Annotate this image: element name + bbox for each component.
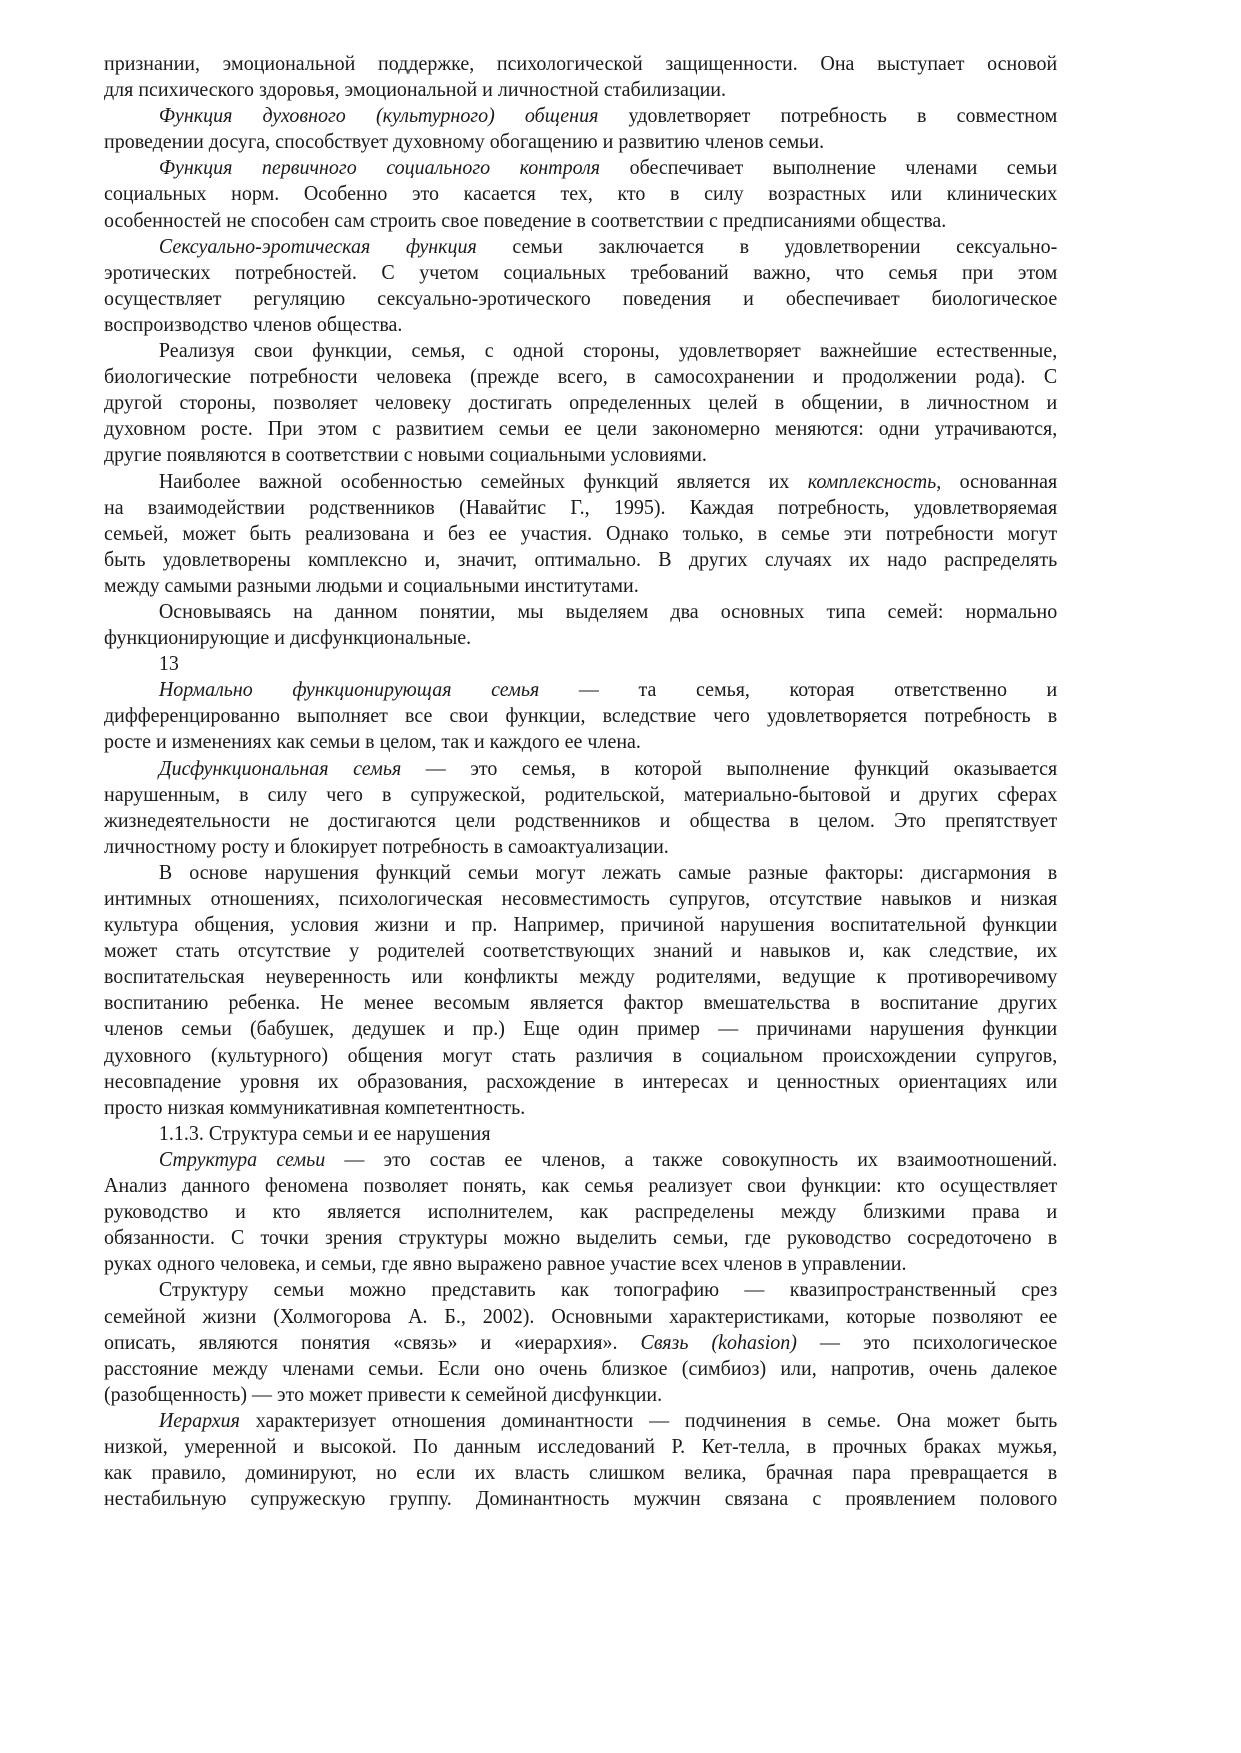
text-run: другие появляются в соответствии с новыми социальными условиями. xyxy=(104,442,707,467)
document-page xyxy=(104,50,1057,1511)
text-line xyxy=(104,259,1057,285)
text-line xyxy=(104,1172,1057,1198)
text-run: Наиболее важной особенностью семейных функций является их xyxy=(158,468,808,493)
text-run: жизнедеятельности не достигаются цели родственников и общества в целом. Это препятствует xyxy=(104,807,1058,832)
text-run: признании, эмоциональной поддержке, психологической защищенности. Она выступает основой xyxy=(104,51,1058,75)
text-run: Основываясь на данном понятии, мы выделяем два основных типа семей: нормально xyxy=(158,598,1058,623)
italic-term: Нормально функционирующая семья xyxy=(158,677,540,702)
text-line xyxy=(104,598,1057,624)
section-heading xyxy=(104,1120,1057,1146)
text-run: членов семьи (бабушек, дедушек и пр.) Еще один пример — причинами нарушения функции xyxy=(104,1016,1058,1041)
text-line xyxy=(104,1250,1057,1276)
paragraph xyxy=(104,102,1057,154)
text-run: расстояние между членами семьи. Если оно очень близкое (симбиоз) или, напротив, очень далекое xyxy=(104,1355,1058,1380)
text-run: Реализуя свои функции, семья, с одной стороны, удовлетворяет важнейшие естественные, xyxy=(158,338,1058,363)
text-line xyxy=(104,1276,1057,1302)
paragraph xyxy=(104,233,1057,337)
text-line xyxy=(104,180,1057,206)
text-line xyxy=(104,102,1057,128)
text-line xyxy=(104,1329,1057,1355)
text-run: осуществляет регуляцию сексуально-эротического поведения и обеспечивает биологическое xyxy=(104,285,1058,310)
text-line xyxy=(104,807,1057,833)
text-line xyxy=(104,1015,1057,1041)
text-run: описать, являются понятия «связь» и «иерархия». xyxy=(104,1329,641,1354)
text-line xyxy=(104,128,1057,154)
paragraph xyxy=(104,598,1057,650)
text-line xyxy=(104,1407,1057,1433)
text-run: 13 xyxy=(158,651,179,676)
text-line xyxy=(104,1120,1057,1146)
text-line xyxy=(104,1303,1057,1329)
text-line xyxy=(104,415,1057,441)
text-line xyxy=(104,1068,1057,1094)
text-line xyxy=(104,859,1057,885)
text-run: биологические потребности человека (прежде всего, в самосохранении и продолжении рода). С xyxy=(104,364,1058,389)
text-line xyxy=(104,755,1057,781)
text-run: воспроизводство членов общества. xyxy=(104,311,403,336)
text-line xyxy=(104,624,1057,650)
text-line xyxy=(104,494,1057,520)
text-run: социальных норм. Особенно это касается тех, кто в силу возрастных или клинических xyxy=(104,181,1058,206)
text-line xyxy=(104,233,1057,259)
text-run: семейной жизни (Холмогорова А. Б., 2002). Основными характеристиками, которые позволяют ее xyxy=(104,1303,1058,1328)
text-run: духовном росте. При этом с развитием семьи ее цели закономерно меняются: одни утрачиваются, xyxy=(104,416,1058,441)
text-line xyxy=(104,937,1057,963)
text-line xyxy=(104,911,1057,937)
paragraph xyxy=(104,676,1057,754)
text-line xyxy=(104,885,1057,911)
paragraph xyxy=(104,50,1057,102)
text-line xyxy=(104,728,1057,754)
text-run: личностному росту и блокирует потребность в самоактуализации. xyxy=(104,833,669,858)
text-line xyxy=(104,702,1057,728)
text-line xyxy=(104,1381,1057,1407)
text-run: семьей, может быть реализована и без ее участия. Однако только, в семье эти потребности могут xyxy=(104,520,1058,545)
text-line xyxy=(104,311,1057,337)
paragraph xyxy=(104,859,1057,1120)
text-run: обеспечивает выполнение членами семьи xyxy=(600,155,1058,180)
text-line xyxy=(104,76,1057,102)
text-line xyxy=(104,650,1057,676)
text-run: духовного (культурного) общения могут стать различия в социальном происхождении супругов, xyxy=(104,1042,1058,1067)
paragraph xyxy=(104,1146,1057,1276)
text-line xyxy=(104,154,1057,180)
text-line xyxy=(104,389,1057,415)
text-run: интимных отношениях, психологическая несовместимость супругов, отсутствие навыков и низкая xyxy=(104,886,1058,910)
text-line xyxy=(104,50,1057,76)
text-run: функционирующие и дисфункциональные. xyxy=(104,625,472,650)
text-run: между самыми разными людьми и социальными институтами. xyxy=(104,572,639,597)
italic-term: Связь (kohasion) xyxy=(640,1329,797,1354)
text-line xyxy=(104,676,1057,702)
text-line xyxy=(104,989,1057,1015)
text-run: особенностей не способен сам строить свое поведение в соответствии с предписаниями общества. xyxy=(104,207,947,232)
paragraph xyxy=(104,1276,1057,1406)
text-run: нарушенным, в силу чего в супружеской, родительской, материально-бытовой и других сферах xyxy=(104,781,1058,806)
paragraph xyxy=(104,337,1057,467)
text-run: росте и изменениях как семьи в целом, так и каждого ее члена. xyxy=(104,729,641,754)
text-run: проведении досуга, способствует духовному обогащению и развитию членов семьи. xyxy=(104,129,825,154)
text-run: на взаимодействии родственников (Навайтис Г., 1995). Каждая потребность, удовлетворяемая xyxy=(104,494,1058,519)
text-run: удовлетворяет потребность в совместном xyxy=(598,103,1058,128)
text-run: воспитанию ребенка. Не менее весомым является фактор вмешательства в воспитание других xyxy=(104,990,1058,1015)
italic-term: Сексуально-эротическая функция xyxy=(158,233,477,258)
text-run: как правило, доминируют, но если их власть слишком велика, брачная пара превращается в xyxy=(104,1460,1058,1485)
text-run: руках одного человека, и семьи, где явно выражено равное участие всех членов в управлении. xyxy=(104,1251,907,1276)
paragraph xyxy=(104,154,1057,232)
text-run: В основе нарушения функций семьи могут лежать самые разные факторы: дисгармония в xyxy=(158,859,1058,884)
text-run: быть удовлетворены комплексно и, значит, оптимально. В других случаях их надо распределять xyxy=(104,546,1058,571)
italic-term: Дисфункциональная семья xyxy=(158,755,402,780)
text-run: семьи заключается в удовлетворении сексуально- xyxy=(476,233,1058,258)
text-run: другой стороны, позволяет человеку достигать определенных целей в общении, в личностном и xyxy=(104,390,1058,415)
italic-term: Иерархия xyxy=(158,1407,240,1432)
text-line xyxy=(104,1355,1057,1381)
text-line xyxy=(104,1042,1057,1068)
text-line xyxy=(104,1485,1057,1511)
italic-term: Функция духовного (культурного) общения xyxy=(158,103,599,128)
text-line xyxy=(104,285,1057,311)
text-line xyxy=(104,441,1057,467)
paragraph xyxy=(104,1407,1057,1511)
paragraph xyxy=(104,755,1057,859)
text-line xyxy=(104,363,1057,389)
text-run: воспитательская неуверенность или конфликты между родителями, ведущие к противоречивому xyxy=(104,964,1058,989)
text-run: (разобщенность) — это может привести к семейной дисфункции. xyxy=(104,1381,663,1406)
page-number xyxy=(104,650,1057,676)
text-line xyxy=(104,1433,1057,1459)
text-run: дифференцированно выполняет все свои функции, вследствие чего удовлетворяется потребность в xyxy=(104,703,1058,728)
text-run: — это состав ее членов, а также совокупность их взаимоотношений. xyxy=(325,1146,1058,1171)
text-line xyxy=(104,1224,1057,1250)
text-run: может стать отсутствие у родителей соответствующих знаний и навыков и, как следствие, их xyxy=(104,938,1058,963)
text-run: — та семья, которая ответственно и xyxy=(539,677,1058,702)
text-line xyxy=(104,1198,1057,1224)
text-line xyxy=(104,1146,1057,1172)
text-run: Анализ данного феномена позволяет понять, как семья реализует свои функции: кто осуществляет xyxy=(104,1173,1058,1198)
text-line xyxy=(104,833,1057,859)
text-line xyxy=(104,781,1057,807)
text-run: основанная xyxy=(941,468,1058,493)
text-run: руководство и кто является исполнителем, как распределены между близкими права и xyxy=(104,1199,1058,1224)
text-run: — это психологическое xyxy=(796,1329,1058,1354)
italic-term: комплексность, xyxy=(807,468,942,493)
text-line xyxy=(104,963,1057,989)
text-run: Структуру семьи можно представить как топографию — квазипространственный срез xyxy=(158,1277,1058,1302)
text-line xyxy=(104,207,1057,233)
text-line xyxy=(104,468,1057,494)
text-line xyxy=(104,546,1057,572)
text-run: нестабильную супружескую группу. Доминантность мужчин связана с проявлением полового xyxy=(104,1486,1058,1511)
text-run: несовпадение уровня их образования, расхождение в интересах и ценностных ориентациях или xyxy=(104,1068,1058,1093)
text-run: 1.1.3. Структура семьи и ее нарушения xyxy=(158,1120,491,1145)
text-run: — это семья, в которой выполнение функций оказывается xyxy=(401,755,1058,780)
paragraph xyxy=(104,468,1057,598)
text-run: обязанности. С точки зрения структуры можно выделить семьи, где руководство сосредоточено в xyxy=(104,1225,1058,1250)
text-run: просто низкая коммуникативная компетентность. xyxy=(104,1094,526,1119)
text-run: низкой, умеренной и высокой. По данным исследований Р. Кет-телла, в прочных браках мужья, xyxy=(104,1433,1058,1458)
text-line xyxy=(104,1459,1057,1485)
italic-term: Структура семьи xyxy=(158,1146,326,1171)
text-run: культура общения, условия жизни и пр. Например, причиной нарушения воспитательной функции xyxy=(104,912,1058,937)
italic-term: Функция первичного социального контроля xyxy=(158,155,601,180)
text-line xyxy=(104,572,1057,598)
text-line xyxy=(104,1094,1057,1120)
text-run: характеризует отношения доминантности — подчинения в семье. Она может быть xyxy=(239,1407,1058,1432)
text-run: для психического здоровья, эмоциональной и личностной стабилизации. xyxy=(104,77,726,102)
text-line xyxy=(104,337,1057,363)
text-line xyxy=(104,520,1057,546)
text-run: эротических потребностей. С учетом социальных требований важно, что семья при этом xyxy=(104,259,1058,284)
